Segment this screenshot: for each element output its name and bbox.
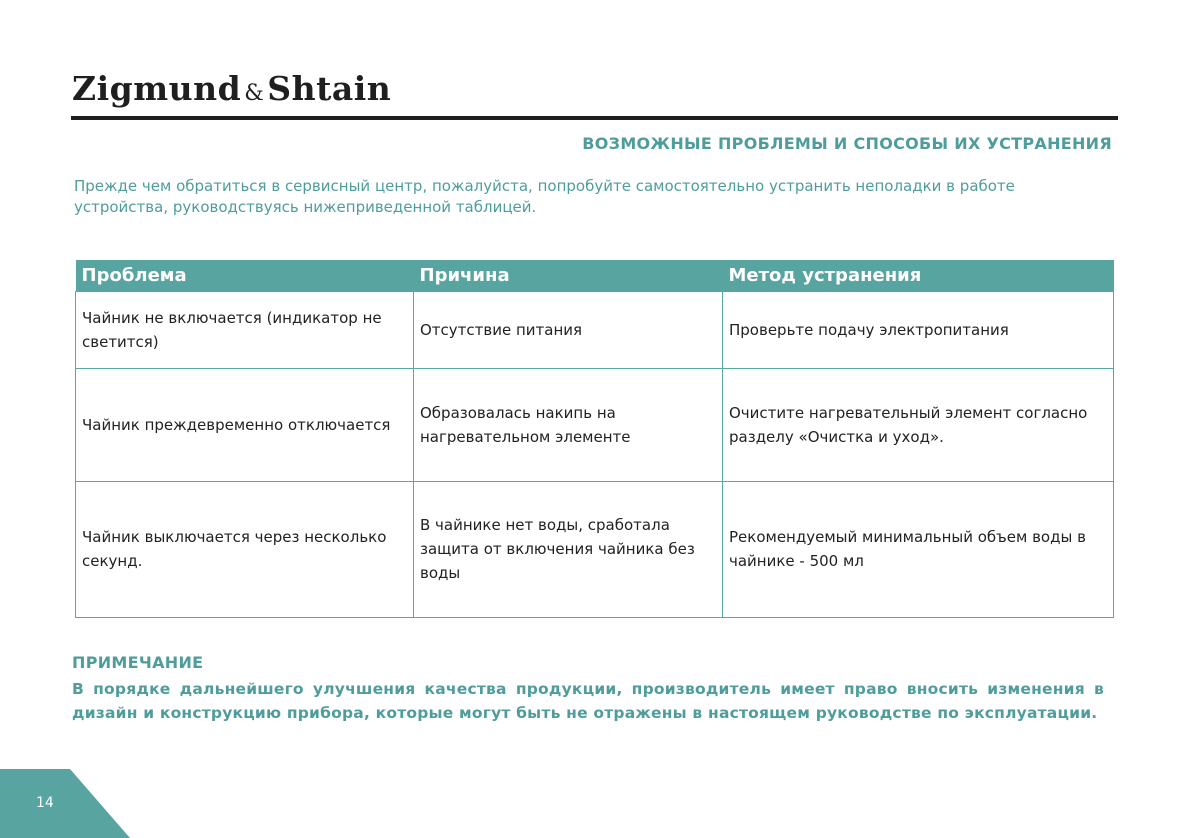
cell-solution: Проверьте подачу электропитания: [723, 291, 1114, 368]
page-corner-tab: [0, 769, 130, 838]
cell-cause: Отсутствие питания: [414, 291, 723, 368]
page-title: ВОЗМОЖНЫЕ ПРОБЛЕМЫ И СПОСОБЫ ИХ УСТРАНЕНИЯ: [582, 134, 1112, 153]
header-divider: [71, 116, 1118, 120]
cell-solution: Очистите нагревательный элемент согласно разделу «Очистка и уход».: [723, 368, 1114, 481]
cell-cause: Образовалась накипь на нагревательном элементе: [414, 368, 723, 481]
table-row: [76, 368, 1114, 481]
table-header-row: [76, 260, 1114, 291]
note-heading: ПРИМЕЧАНИЕ: [72, 653, 204, 672]
page-number: 14: [36, 795, 54, 811]
note-paragraph: В порядке дальнейшего улучшения качества продукции, производитель имеет право вносить изменения в дизайн и конструкцию прибора, которые могут быть не отражены в настоящем руководстве по эксплуатации.: [72, 680, 1104, 722]
cell-problem: Чайник выключается через несколько секунд.: [76, 481, 414, 617]
cell-problem: Чайник преждевременно отключается: [76, 368, 414, 481]
brand-name-left: Zigmund: [72, 69, 242, 108]
column-header-problem: Проблема: [76, 260, 414, 291]
brand-ampersand: &: [244, 81, 265, 106]
troubleshooting-table: [75, 260, 1114, 618]
intro-paragraph: Прежде чем обратиться в сервисный центр, пожалуйста, попробуйте самостоятельно устранить неполадки в работе устройства, руководствуясь нижеприведенной таблицей.: [74, 177, 1015, 216]
column-header-solution: Метод устранения: [723, 260, 1114, 291]
cell-problem: Чайник не включается (индикатор не светится): [76, 291, 414, 368]
column-header-cause: Причина: [414, 260, 723, 291]
brand-name-right: Shtain: [267, 69, 392, 108]
brand-logo: [72, 66, 391, 117]
cell-cause: В чайнике нет воды, сработала защита от включения чайника без воды: [414, 481, 723, 617]
table-row: [76, 481, 1114, 617]
cell-solution: Рекомендуемый минимальный объем воды в чайнике - 500 мл: [723, 481, 1114, 617]
table-row: [76, 291, 1114, 368]
